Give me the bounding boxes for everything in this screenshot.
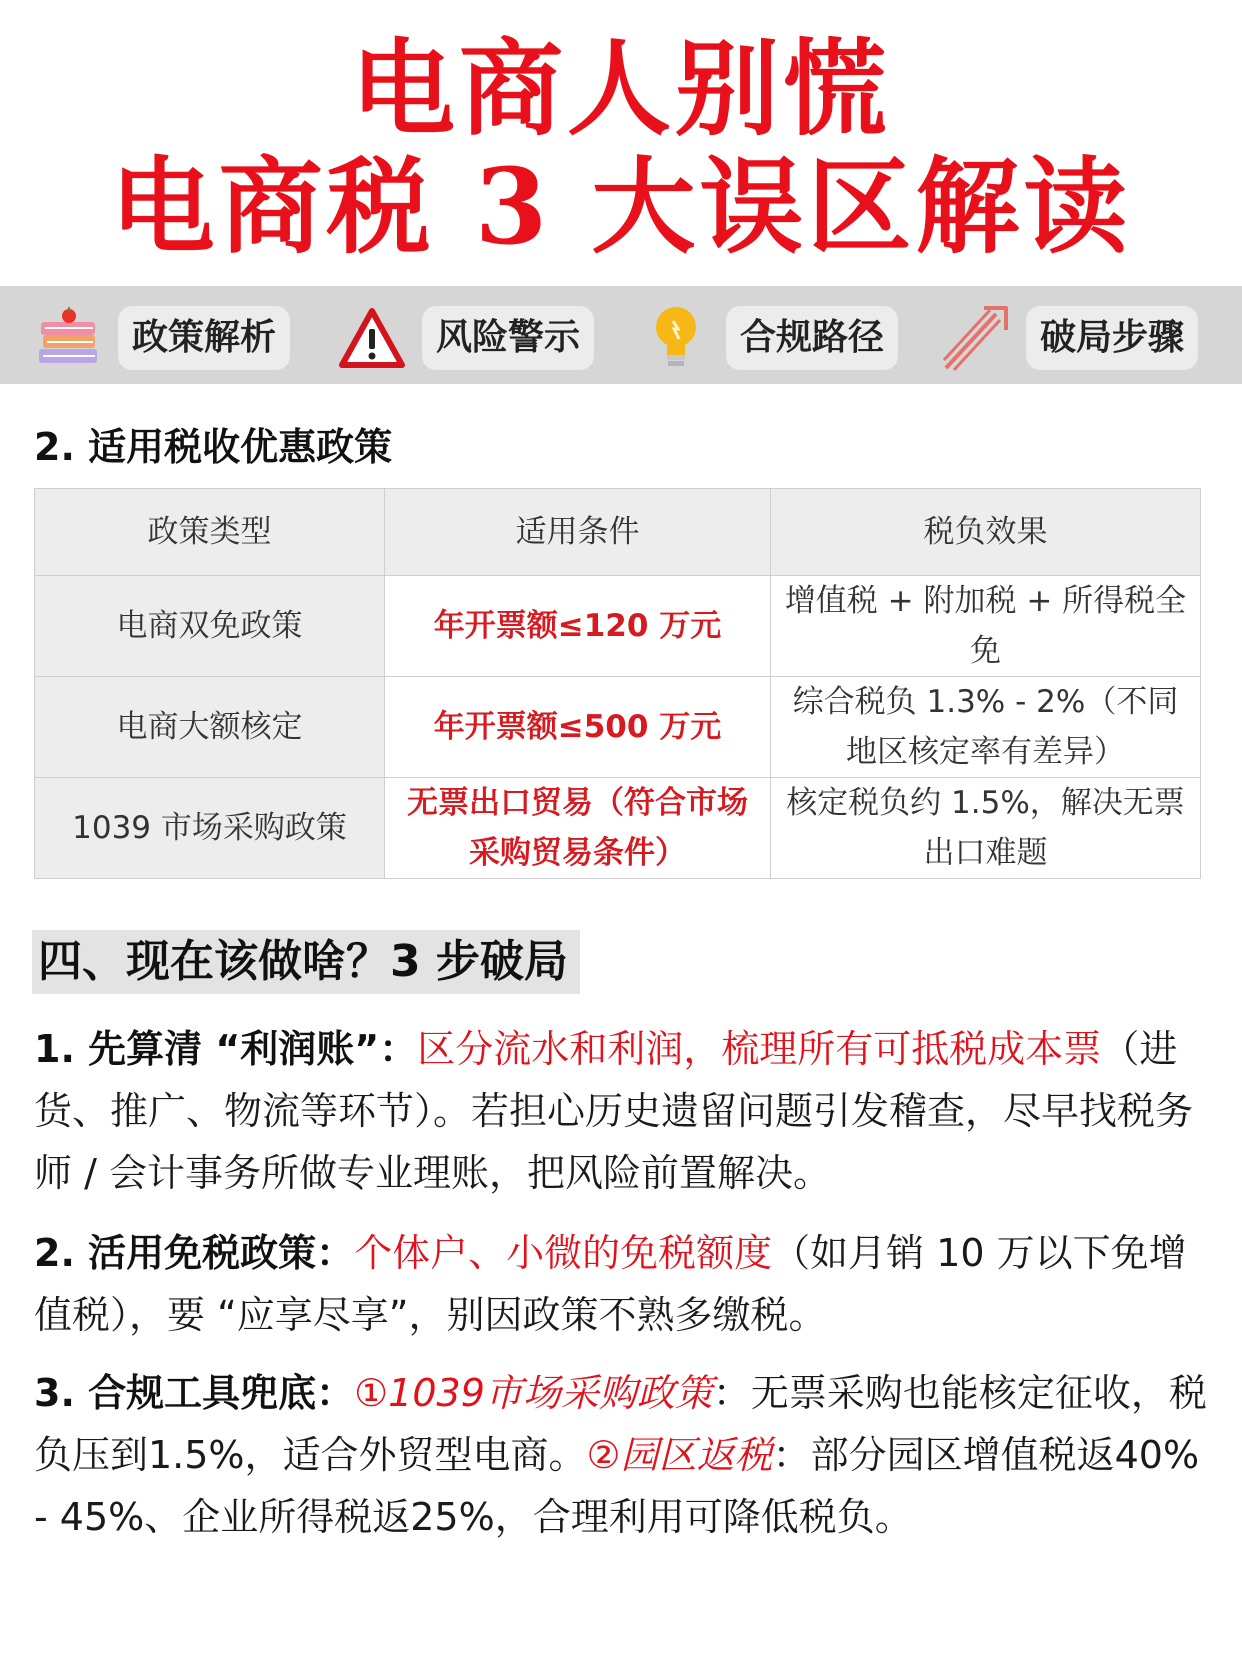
- tag-label: 风险警示: [422, 306, 594, 370]
- title-line-2: 电商税 3 大误区解读: [110, 145, 1132, 268]
- step-highlight: 个体户、小微的免税额度: [354, 1231, 773, 1275]
- section-title: 四、现在该做啥？3 步破局: [32, 930, 580, 994]
- warning-icon: [336, 302, 408, 374]
- step-3-paragraph: [34, 1362, 1210, 1548]
- table-cell-effect: 综合税负 1.3% - 2%（不同地区核定率有差异）: [771, 677, 1201, 778]
- step-1-paragraph: [34, 1018, 1210, 1204]
- table-cell-condition: 年开票额≤500 万元: [385, 677, 771, 778]
- table-cell-effect: 核定税负约 1.5%，解决无票出口难题: [771, 778, 1201, 879]
- step-highlight: 区分流水和利润，梳理所有可抵税成本票: [417, 1027, 1102, 1071]
- tag-label: 破局步骤: [1026, 306, 1198, 370]
- step-text: ：无票采购也能核定征收，税负压到1.5%，适合外贸型电商。: [34, 1371, 1207, 1477]
- title-line-1: 电商人别慌: [350, 27, 891, 150]
- step-lead: 1. 先算清 “利润账”：: [34, 1027, 418, 1071]
- table-header-cell: 政策类型: [35, 489, 385, 576]
- tag-risk-warning: [336, 302, 594, 374]
- table-row: [35, 576, 1201, 677]
- table-header-cell: 税负效果: [771, 489, 1201, 576]
- table-cell-policy-type: 电商双免政策: [35, 576, 385, 677]
- step-highlight: ②园区返税: [586, 1433, 773, 1477]
- table-header-cell: 适用条件: [385, 489, 771, 576]
- table-cell-policy-type: 电商大额核定: [35, 677, 385, 778]
- tag-bar: [0, 286, 1242, 384]
- step-text: ：部分园区增值税返40% - 45%、企业所得税返25%，合理利用可降低税负。: [34, 1433, 1200, 1539]
- table-header-row: [35, 489, 1201, 576]
- books-icon: [32, 302, 104, 374]
- table-cell-effect: 增值税 + 附加税 + 所得税全免: [771, 576, 1201, 677]
- tag-label: 合规路径: [726, 306, 898, 370]
- tag-compliance-path: [640, 302, 898, 374]
- table-cell-condition: 年开票额≤120 万元: [385, 576, 771, 677]
- step-lead: 2. 活用免税政策：: [34, 1231, 355, 1275]
- step-highlight: ①1039市场采购政策: [354, 1371, 713, 1415]
- tag-breakthrough-steps: [940, 302, 1198, 374]
- step-2-paragraph: [34, 1222, 1210, 1346]
- table-row: [35, 677, 1201, 778]
- step-text: （进货、推广、物流等环节）。若担心历史遗留问题引发稽查，尽早找税务师 / 会计事务所做专业理账，把风险前置解决。: [34, 1027, 1194, 1195]
- lightbulb-icon: [640, 302, 712, 374]
- table-cell-condition: 无票出口贸易（符合市场采购贸易条件）: [385, 778, 771, 879]
- table-row: [35, 778, 1201, 879]
- table-cell-policy-type: 1039 市场采购政策: [35, 778, 385, 879]
- tag-policy-analysis: [32, 302, 290, 374]
- step-lead: 3. 合规工具兜底：: [34, 1371, 355, 1415]
- subsection-title: 2. 适用税收优惠政策: [34, 425, 393, 469]
- arrow-up-icon: [940, 302, 1012, 374]
- tag-label: 政策解析: [118, 306, 290, 370]
- title-block: [0, 27, 1242, 268]
- policy-table: [34, 488, 1201, 879]
- step-text: （如月销 10 万以下免增值税），要 “应享尽享”，别因政策不熟多缴税。: [34, 1231, 1187, 1337]
